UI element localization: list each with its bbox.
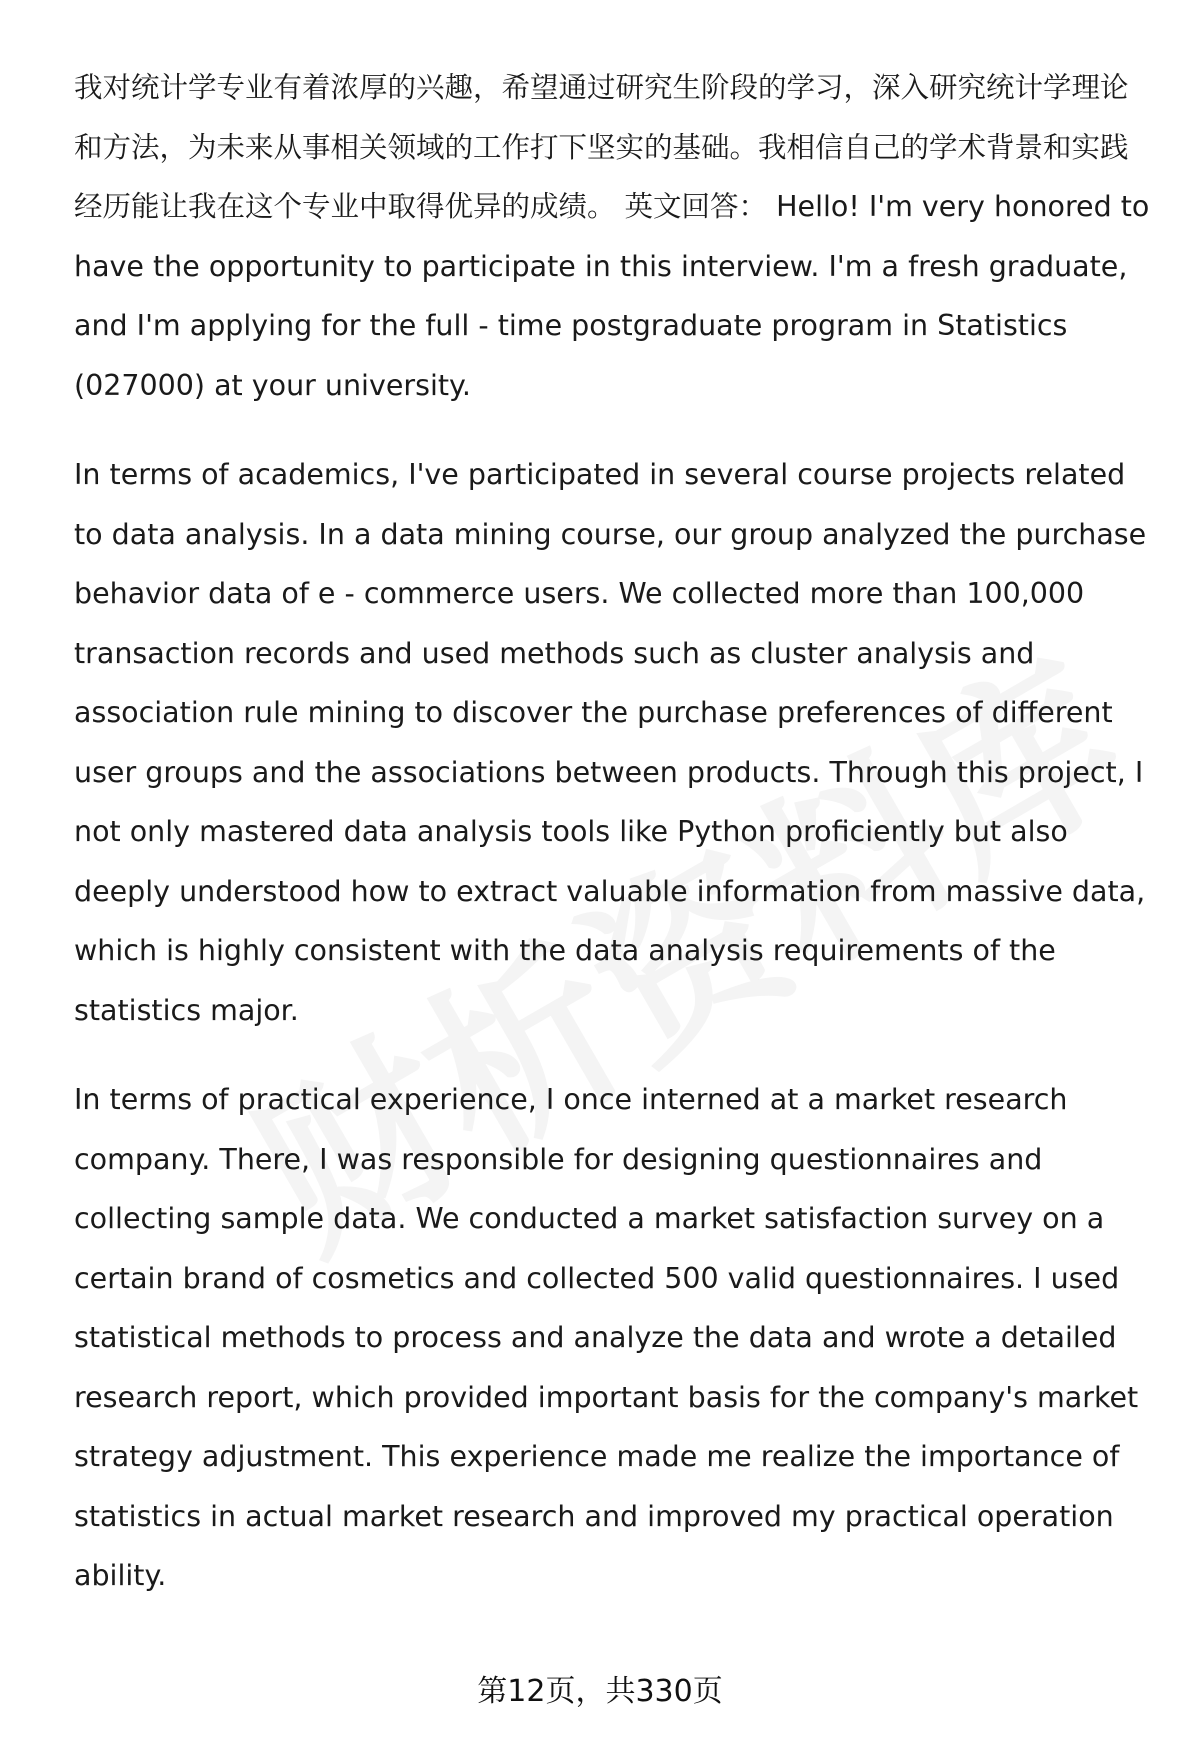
page-footer: 第12页，共330页 <box>477 1674 723 1709</box>
paragraph-1: 我对统计学专业有着浓厚的兴趣，希望通过研究生阶段的学习，深入研究统计学理论和方法，为未来从事相关领域的工作打下坚实的基础。我相信自己的学术背景和实践经历能让我在这个专业中取得优异的成绩。 英文回答： Hello! I'm very honored to have the opportunity to participate in this interview. I'm a fresh graduate, and I'm applying for the full - time postgraduate program in Statistics (027000) at your university. <box>74 71 1150 402</box>
paragraph-2: In terms of academics, I've participated in several course projects related to data analysis. In a data mining course, our group analyzed the purchase behavior data of e - commerce users. We collected more than 100,000 transaction records and used methods such as cluster analysis and association rule mining to discover the purchase preferences of different user groups and the associations between products. Through this project, I not only mastered data analysis tools like Python proficiently but also deeply understood how to extract valuable information from massive data, which is highly consistent with the data analysis requirements of the statistics major. <box>74 458 1147 1027</box>
document-body <box>74 58 1154 1636</box>
paragraph-3: In terms of practical experience, I once interned at a market research company. There, I was responsible for designing questionnaires and collecting sample data. We conducted a market satisfaction survey on a certain brand of cosmetics and collected 500 valid questionnaires. I used statistical methods to process and analyze the data and wrote a detailed research report, which provided important basis for the company's market strategy adjustment. This experience made me realize the importance of statistics in actual market research and improved my practical operation ability. <box>74 1083 1139 1592</box>
